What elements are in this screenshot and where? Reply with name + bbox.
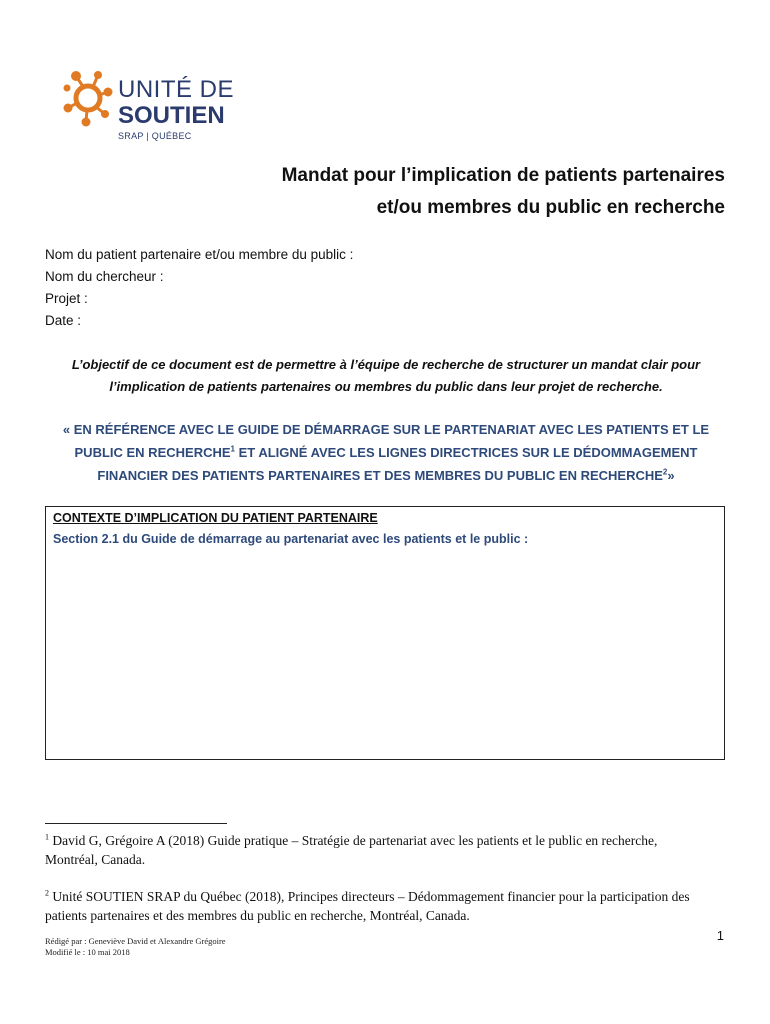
context-box-title: CONTEXTE D’IMPLICATION DU PATIENT PARTENAIRE (53, 511, 378, 525)
title-line1: Mandat pour l’implication de patients partenaires (281, 165, 725, 186)
footnote-1 (45, 831, 705, 869)
date-field: Date : (45, 313, 82, 328)
modified-line: Modifié le : 10 mai 2018 (45, 947, 130, 957)
objective-statement (45, 354, 727, 398)
logo-mark-icon (62, 68, 114, 128)
document-footer (45, 936, 226, 958)
context-box-subtitle: Section 2.1 du Guide de démarrage au partenariat avec les patients et le public : (53, 532, 529, 546)
footnote-divider (45, 823, 227, 824)
reference-part2: ET ALIGNÉ AVEC LES LIGNES DIRECTRICES SUR LE DÉDOMMAGEMENT FINANCIER DES PATIENTS PARTENAIRES ET DES MEMBRES DU PUBLIC EN RECHERCHE (97, 445, 698, 483)
footnote-1-text: David G, Grégoire A (2018) Guide pratique – Stratégie de partenariat avec les patients et le public en recherche, Montréal, Canada. (45, 833, 658, 867)
logo-line2: SOUTIEN (118, 102, 225, 129)
logo (62, 62, 242, 144)
footnote-ref-2: 2 (662, 467, 668, 477)
logo-line1: UNITÉ DE (118, 76, 235, 103)
reference-part1: « EN RÉFÉRENCE AVEC LE GUIDE DE DÉMARRAGE SUR LE PARTENARIAT AVEC LES PATIENTS ET LE PUBLIC EN RECHERCHE (62, 422, 710, 460)
patient-name-field: Nom du patient partenaire et/ou membre du public : (45, 247, 354, 262)
document-title (165, 160, 725, 224)
objective-line1: L’objectif de ce document est de permettre à l’équipe de recherche de structurer un mandat clair pour (71, 357, 701, 372)
logo-line3: SRAP | QUÉBEC (118, 131, 192, 141)
footnote-1-number: 1 (45, 832, 49, 842)
footnote-2-text: Unité SOUTIEN SRAP du Québec (2018), Principes directeurs – Dédommagement financier pour la participation des patients partenaires et des membres du public en recherche, Montréal, Canada. (45, 889, 690, 923)
reference-part3: » (667, 468, 675, 483)
project-field: Projet : (45, 291, 88, 306)
context-box (45, 506, 725, 760)
title-line2: et/ou membres du public en recherche (376, 197, 725, 218)
footnote-2 (45, 887, 705, 925)
footnote-ref-1: 1 (230, 444, 235, 454)
page-number: 1 (716, 928, 724, 943)
author-line: Rédigé par : Geneviève David et Alexandre Grégoire (45, 936, 226, 946)
form-fields (45, 244, 353, 332)
reference-statement (45, 418, 727, 487)
footnote-2-number: 2 (45, 888, 49, 898)
researcher-name-field: Nom du chercheur : (45, 269, 164, 284)
objective-line2: l’implication de patients partenaires ou membres du public dans leur projet de recherche. (109, 379, 663, 394)
